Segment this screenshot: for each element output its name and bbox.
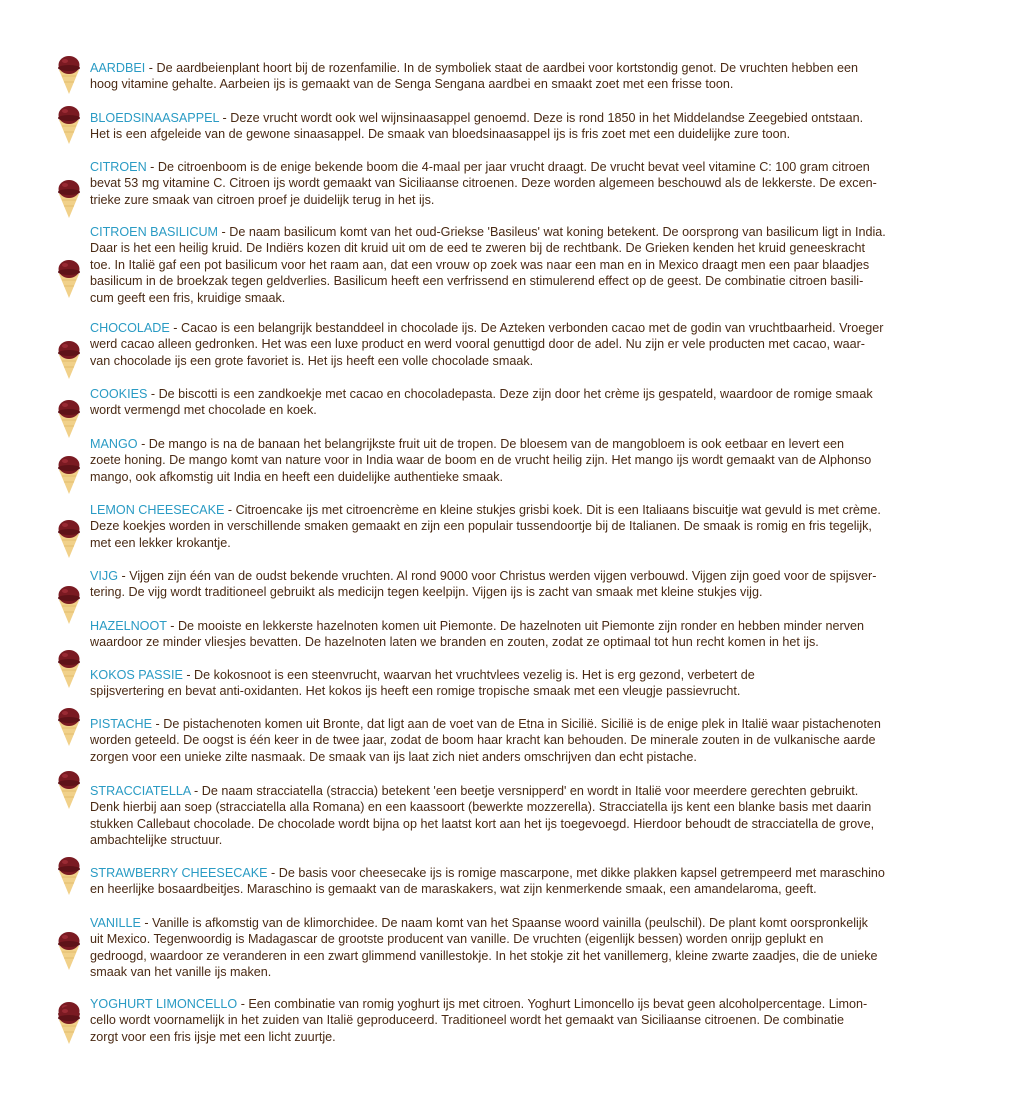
flavor-text: - De basis voor cheesecake ijs is romige mascarpone, met dikke plakken kapsel getrempeerd met maraschino en heerlijke bosaardbeitjes. Maraschino is gemaakt van de maraskakers, wat zijn kenmerkende smaak, een amandelaroma, geeft. [90,866,885,897]
flavor-name: CITROEN BASILICUM [90,225,219,239]
flavor-text: - Een combinatie van romig yoghurt ijs met citroen. Yoghurt Limoncello ijs bevat geen alcoholpercentage. Limon- cello wordt voornamelijk in het zuiden van Italië geproduceerd. Traditioneel wordt het gemaakt van Siciliaanse citroenen. De combinatie zorgt voor een fris ijsje met een licht zuurtje. [90,997,868,1044]
flavor-text: - Vanille is afkomstig van de klimorchidee. De naam komt van het Spaanse woord vainilla (peulschil). De plant komt oorspronkelijk uit Mexico. Tegenwoordig is Madagascar de grootste producent van vanille. De vruchten (eigenlijk bessen) worden onrijp geplukt en gedroogd, waardoor ze veranderen in een zwart glimmend vanillestokje. In het stokje zit het vanillemerg, kleine zwarte zaadjes, die de unieke smaak van het vanille ijs maken. [90,916,878,980]
flavor-description [90,159,970,208]
flavor-description [90,783,970,849]
ice-cream-cone-icon [57,104,81,144]
flavor-name: HAZELNOOT [90,619,167,633]
flavor-description [90,110,970,143]
flavor-text: - De pistachenoten komen uit Bronte, dat ligt aan de voet van de Etna in Sicilië. Sicilië is de enige plek in Italië waar pistachenoten worden geteeld. De oogst is één keer in de twee jaar, zodat de boom haar kracht kan behouden. De minerale zouten in de vulkanische aarde zorgen voor een unieke zilte nasmaak. De smaak van ijs laat zich niet anders omschrijven dan echt pistache. [90,717,881,764]
flavor-description [90,386,970,419]
ice-cream-cone-icon [57,855,81,895]
ice-cream-cone-icon [57,178,81,218]
flavor-text: - De mooiste en lekkerste hazelnoten komen uit Piemonte. De hazelnoten uit Piemonte zijn ronder en hebben minder nerven waardoor ze minder vliesjes bevatten. De hazelnoten laten we branden en zouten, zodat ze optimaal tot hun recht komen in het ijs. [90,619,865,650]
flavor-text: - De kokosnoot is een steenvrucht, waarvan het vruchtvlees vezelig is. Het is erg gezond, verbetert de spijsvertering en bevat anti-oxidanten. Het kokos ijs heeft een romige tropische smaak met een vleugje passievrucht. [90,668,755,699]
flavor-text: - De biscotti is een zandkoekje met cacao en chocoladepasta. Deze zijn door het crème ijs gespateld, waardoor de romige smaak wordt vermengd met chocolade en koek. [90,387,873,418]
flavor-text: - Citroencake ijs met citroencrème en kleine stukjes grisbi koek. Dit is een Italiaans biscuitje wat gevuld is met crème. Deze koekjes worden in verschillende smaken gemaakt en zijn een populair tussendoortje bij de Italianen. De smaak is romig en fris tegelijk, met een lekker krokantje. [90,503,881,550]
ice-cream-cone-icon [57,584,81,624]
flavor-name: CITROEN [90,160,147,174]
flavor-text: - Deze vrucht wordt ook wel wijnsinaasappel genoemd. Deze is rond 1850 in het Middelandse Zeegebied ontstaan. Het is een afgeleide van de gewone sinaasappel. De smaak van bloedsinaasappel ijs is fris zoet met een duidelijke zure toon. [90,111,864,142]
flavor-name: BLOEDSINAASAPPEL [90,111,220,125]
flavor-description [90,436,970,485]
ice-cream-cone-icon [57,258,81,298]
ice-cream-cone-icon [57,930,81,970]
ice-cream-cone-icon [57,648,81,688]
ice-cream-cone-icon [57,1004,81,1044]
flavor-description [90,667,970,700]
flavor-text: - De naam stracciatella (straccia) betekent 'een beetje versnipperd' en wordt in Italië voor meerdere gerechten gebruikt. Denk hierbij aan soep (stracciatella alla Romana) en een kaassoort (bewerkte mozzerella). Stracciatella ijs kent een blanke basis met daarin stukken Callebaut chocolade. De chocolade wordt bijna op het laatst kort aan het ijs toegevoegd. Hierdoor behoudt de stracciatella de grove, ambachtelijke structuur. [90,784,875,848]
flavor-name: STRAWBERRY CHEESECAKE [90,866,268,880]
flavor-description [90,865,970,898]
ice-cream-cone-icon [57,339,81,379]
flavor-text: - De aardbeienplant hoort bij de rozenfamilie. In de symboliek staat de aardbei voor kortstondig genot. De vruchten hebben een hoog vitamine gehalte. Aarbeien ijs is gemaakt van de Senga Sengana aardbei en smaakt zoet met een frisse toon. [90,61,858,92]
ice-cream-cone-icon [57,706,81,746]
flavor-name: YOGHURT LIMONCELLO [90,997,238,1011]
flavor-description [90,915,970,981]
flavor-name: STRACCIATELLA [90,784,191,798]
ice-cream-cone-icon [57,454,81,494]
flavor-description [90,502,970,551]
flavor-description [90,568,970,601]
ice-cream-cone-icon [57,518,81,558]
flavor-description [90,60,970,93]
ice-cream-cone-icon [57,398,81,438]
flavor-text: - De mango is na de banaan het belangrijkste fruit uit de tropen. De bloesem van de mangobloem is ook eetbaar en levert een zoete honing. De mango komt van nature voor in India waar de boom en de vrucht heilig zijn. Het mango ijs wordt gemaakt van de Alphonso mango, ook afkomstig uit India en heeft een duidelijke authentieke smaak. [90,437,872,484]
flavor-description [90,224,970,306]
ice-cream-cone-icon [57,54,81,94]
flavor-name: KOKOS PASSIE [90,668,183,682]
flavor-name: COOKIES [90,387,148,401]
ice-cream-cone-icon [57,769,81,809]
flavor-text: - De citroenboom is de enige bekende boom die 4-maal per jaar vrucht draagt. De vrucht bevat veel vitamine C: 100 gram citroen bevat 53 mg vitamine C. Citroen ijs wordt gemaakt van Siciliaanse citroenen. Deze worden algemeen beschouwd als de lekkerste. De excen- trieke zure smaak van citroen proef je duidelijk terug in het ijs. [90,160,877,207]
flavor-description [90,716,970,765]
flavor-name: LEMON CHEESECAKE [90,503,225,517]
flavor-name: AARDBEI [90,61,146,75]
flavor-text: - Vijgen zijn één van de oudst bekende vruchten. Al rond 9000 voor Christus werden vijgen verbouwd. Vijgen zijn goed voor de spijsver- tering. De vijg wordt traditioneel gebruikt als medicijn tegen keelpijn. Vijgen ijs is zacht van smaak met kleine stukjes vijg. [90,569,877,600]
flavor-text: - De naam basilicum komt van het oud-Griekse 'Basileus' wat koning betekent. De oorsprong van basilicum ligt in India. Daar is het een heilig kruid. De Indiërs kozen dit kruid uit om de eed te zweren bij de rechtbank. De Grieken kenden het kruid geneeskracht toe. In Italië gaf een pot basilicum voor het raam aan, dat een vrouw op zoek was naar een man en in Mexico draagt men een paar blaadjes basilicum in de broekzak tegen geldverlies. Basilicum heeft een verfrissend en stimulerend effect op de geest. De combinatie citroen basili- cum geeft een fris, kruidige smaak. [90,225,886,305]
flavor-description [90,996,970,1045]
flavor-name: VANILLE [90,916,141,930]
flavor-name: CHOCOLADE [90,321,170,335]
flavor-text: - Cacao is een belangrijk bestanddeel in chocolade ijs. De Azteken verbonden cacao met de godin van vruchtbaarheid. Vroeger werd cacao alleen gedronken. Het was een luxe product en werd vooral genuttigd door de adel. Nu zijn er vele producten met cacao, waar- van chocolade ijs een grote favoriet is. Het ijs heeft een volle chocolade smaak. [90,321,884,368]
flavor-name: MANGO [90,437,138,451]
flavor-name: VIJG [90,569,118,583]
flavor-description [90,618,970,651]
flavor-description [90,320,970,369]
flavor-name: PISTACHE [90,717,153,731]
